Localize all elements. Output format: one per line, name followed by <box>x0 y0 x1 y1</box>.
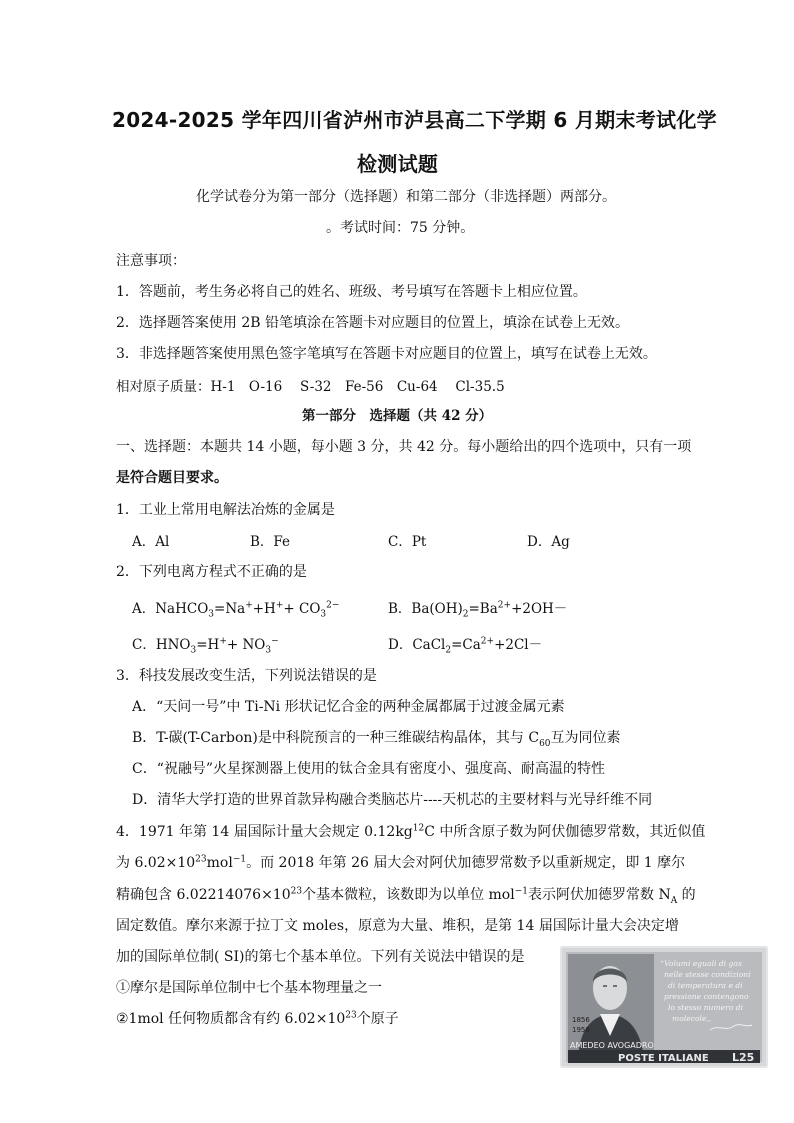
avogadro-stamp-image <box>560 946 768 1068</box>
q1-option-a: A．Al <box>132 534 170 550</box>
stamp-name: AMEDEO AVOGADRO <box>570 1041 654 1050</box>
title-line-2: 检测试题 <box>357 152 439 176</box>
stamp-quote-line-4: pressione contengono <box>664 992 749 1001</box>
note-item-2: 2．选择题答案使用 2B 铅笔填涂在答题卡对应题目的位置上，填涂在试卷上无效。 <box>116 315 630 331</box>
stamp-country: POSTE ITALIANE <box>618 1053 709 1064</box>
q3-option-b: B．T-碳(T-Carbon)是中科院预言的一种三维碳结构晶体，其与 $C_{60}$互为同位素 <box>132 730 621 749</box>
part1-instructions-2: 是符合题目要求。 <box>116 470 228 486</box>
atomic-mass-line: 相对原子质量：H-1 O-16 S-32 Fe-56 Cu-64 Cl-35.5 <box>116 379 505 395</box>
q3-option-d: D．清华大学打造的世界首款异构融合类脑芯片----天机芯的主要材料与光导纤维不同 <box>132 792 653 808</box>
q4-line-5: 加的国际单位制( SI)的第七个基本单位。下列有关说法中错误的是 <box>116 949 525 965</box>
intro-text: 化学试卷分为第一部分（选择题）和第二部分（非选择题）两部分。 <box>196 189 616 205</box>
note-item-1: 1．答题前，考生务必将自己的姓名、班级、考号填写在答题卡上相应位置。 <box>116 284 587 300</box>
q1-option-c: C．Pt <box>388 534 427 550</box>
q4-statement-2: ②1mol 任何物质都含有约 $6.02\times 10^{23}$个原子 <box>116 1010 399 1027</box>
stamp-quote-line-6: molecole,, <box>672 1014 712 1023</box>
stamp-year-1: 1856 <box>572 1016 590 1024</box>
signature-icon <box>710 1025 752 1030</box>
q3-option-c: C．“祝融号”火星探测器上使用的钛合金具有密度小、强度高、耐高温的特性 <box>132 761 606 777</box>
q1-option-d: D．Ag <box>527 534 570 550</box>
q2-option-a: A．NaHCO$_3$=Na++H++ $CO_3^{2-}$ <box>132 600 340 620</box>
notes-heading: 注意事项： <box>116 253 186 269</box>
stamp-quote-line-2: nelle stesse condizioni <box>664 970 751 979</box>
stamp-quote-line-3: di temperatura e di <box>668 981 743 990</box>
q1-option-b: B．Fe <box>250 534 291 550</box>
q3-option-a: A．“天问一号”中 Ti-Ni 形状记忆合金的两种金属都属于过渡金属元素 <box>132 699 565 715</box>
stamp-year-2: 1956 <box>572 1026 590 1034</box>
q2-option-d: D．$CaCl_2=Ca^{2+}+2Cl-$ <box>388 636 543 656</box>
exam-time: 。考试时间：75 分钟。 <box>326 220 475 236</box>
part1-instructions-1: 一、选择题：本题共 14 小题，每小题 3 分，共 42 分。每小题给出的四个选项中，只有一项 <box>116 439 692 455</box>
q1-stem: 1．工业上常用电解法冶炼的金属是 <box>116 502 335 518</box>
q2-stem: 2．下列电离方程式不正确的是 <box>116 564 307 580</box>
q4-line-4: 固定数值。摩尔来源于拉丁文 moles，原意为大量、堆积，是第 14 届国际计量大会决定增 <box>116 918 679 934</box>
q3-stem: 3．科技发展改变生活，下列说法错误的是 <box>116 668 377 684</box>
part1-heading: 第一部分 选择题（共 42 分） <box>302 408 493 424</box>
q4-statement-1: ①摩尔是国际单位制中七个基本物理量之一 <box>116 980 382 996</box>
q2-option-b: B．$Ba(OH)_2=Ba^{2+}+2OH-$ <box>388 600 568 620</box>
q2-option-c: C．$HNO_3=H^++ NO_3^-$ <box>132 636 279 656</box>
stamp-artwork <box>560 946 768 1068</box>
title-line-1: 2024-2025 学年四川省泸州市泸县高二下学期 6 月期末考试化学 <box>112 108 717 132</box>
stamp-value: L25 <box>732 1051 755 1064</box>
stamp-quote-line-1: “Volumi eguali di gas <box>660 959 742 968</box>
q4-line-1: 4．1971 年第 14 届国际计量大会规定 $0.12kg^{12}C$ 中所含原子数为阿伏伽德罗常数，其近似值 <box>116 823 706 840</box>
q4-line-3: 精确包含 $6.02214076\times 10^{23}$个基本微粒，该数即为以单位 mol$^{-1}$表示阿伏加德罗常数 $N_A$ 的 <box>116 886 696 906</box>
stamp-quote-line-5: lo stesso numero di <box>668 1003 744 1012</box>
note-item-3: 3．非选择题答案使用黑色签字笔填写在答题卡对应题目的位置上，填写在试卷上无效。 <box>116 346 657 362</box>
q4-line-2: 为 $6.02\times 10^{23}mol^{-1}$。而 2018 年第 26 届大会对阿伏加德罗常数予以重新规定，即 1 摩尔 <box>116 854 686 871</box>
